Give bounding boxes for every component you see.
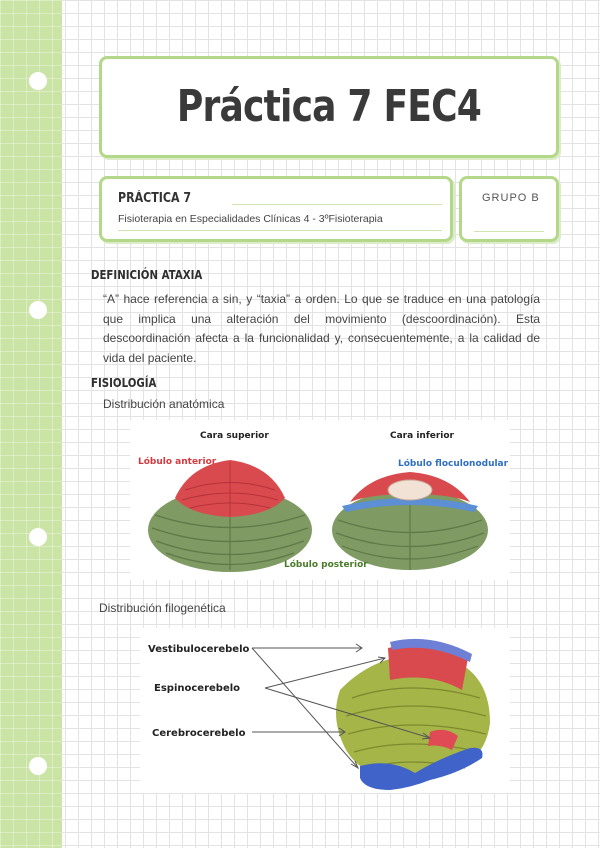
label-vestibulocerebelo: Vestibulocerebelo [148,644,250,655]
cerebellum-phylogenetic-figure [140,628,510,793]
figure2-caption: Distribución filogenética [99,601,226,615]
binder-hole [29,528,47,546]
divider [232,204,442,205]
figure1-caption: Distribución anatómica [103,397,225,411]
divider [118,230,442,231]
cerebellum-anatomy-figure [130,420,510,580]
divider [474,231,544,232]
group-label: GRUPO B [482,192,540,204]
info-subtitle: Fisioterapia en Especialidades Clínicas 4 - 3ºFisioterapia [118,213,383,225]
label-espinocerebelo: Espinocerebelo [154,683,241,694]
label-cara-inferior: Cara inferior [390,431,454,441]
section-heading-fisiologia: FISIOLOGÍA [91,376,157,390]
info-heading: PRÁCTICA 7 [118,191,192,206]
definition-paragraph: “A” hace referencia a sin, y “taxia” a orden. Lo que se traduce en una patología que implica una alteración del movimiento (descoordinación). Esta descoordinación afecta a la funcionalidad y, consecuentemente, a la calidad de vida del paciente. [103,292,540,365]
margin-strip [0,0,62,848]
page-title: Práctica 7 FEC4 [176,81,482,132]
info-box [99,176,453,242]
binder-hole [29,72,47,90]
binder-hole [29,301,47,319]
label-cara-superior: Cara superior [200,431,269,441]
title-box [99,56,559,158]
binder-hole [29,757,47,775]
label-cerebrocerebelo: Cerebrocerebelo [152,728,246,739]
section-heading-definicion: DEFINICIÓN ATAXIA [91,268,203,282]
label-lobulo-floculonodular: Lóbulo floculonodular [398,459,509,469]
label-lobulo-anterior: Lóbulo anterior [138,457,217,467]
label-lobulo-posterior: Lóbulo posterior [284,560,368,570]
group-box [459,176,559,242]
